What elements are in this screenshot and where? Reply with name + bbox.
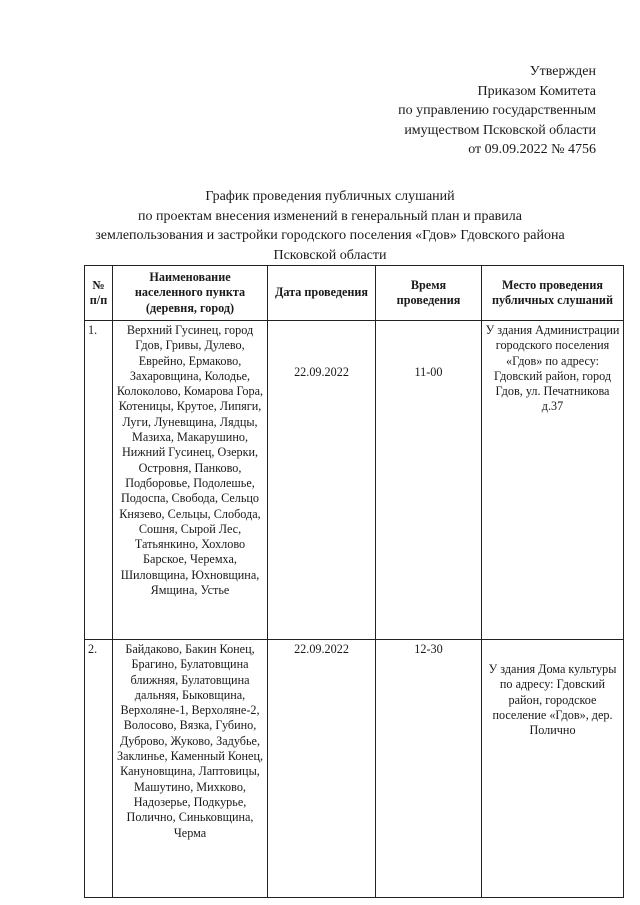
- table-header-row: [85, 266, 624, 321]
- row-number: 1.: [85, 321, 113, 640]
- approval-line: от 09.09.2022 № 4756: [468, 142, 596, 157]
- header-location: Место проведения публичных слушаний: [482, 266, 624, 321]
- row-time: 12-30: [376, 640, 482, 898]
- row-date: 22.09.2022: [268, 640, 376, 898]
- approval-stamp: [296, 62, 596, 160]
- title-line: Псковской области: [273, 247, 387, 263]
- approval-line: по управлению государственным: [398, 103, 596, 118]
- table-row: [85, 640, 624, 898]
- row-time: 11-00: [376, 321, 482, 640]
- header-number: № п/п: [85, 266, 113, 321]
- document-title: [60, 187, 600, 265]
- row-location: У здания Дома культуры по адресу: Гдовский район, городское поселение «Гдов», дер. Полично: [482, 640, 624, 898]
- hearings-schedule-table: [84, 265, 624, 898]
- row-location: У здания Администрации городского поселения «Гдов» по адресу: Гдовский район, город Гдов, ул. Печатникова д.37: [482, 321, 624, 640]
- row-date: 22.09.2022: [268, 321, 376, 640]
- approval-line: Утвержден: [529, 64, 596, 79]
- row-places: Верхний Гусинец, город Гдов, Гривы, Дулево, Еврейно, Ермаково, Захаровщина, Колодье, Колоколово, Комарова Гора, Котеницы, Крутое, Липяги, Луги, Луневщина, Лядцы, Мазиха, Макарушино, Нижний Гусинец, Озерки, Островня, Панково, Подборовье, Подолешье, Подоспа, Свобода, Сельцо Князево, Сельцы, Слобода, Сошня, Сырой Лес, Татьянкино, Хохлово Барское, Черемха, Шиловщина, Юхновщина, Ямщина, Устье: [113, 321, 268, 640]
- approval-line: имуществом Псковской области: [404, 122, 596, 138]
- header-place: Наименование населенного пункта (деревня, город): [113, 266, 268, 321]
- title-line: землепользования и застройки городского поселения «Гдов» Гдовского района: [95, 228, 565, 243]
- row-places: Байдаково, Бакин Конец, Брагино, Булатовщина ближняя, Булатовщина дальняя, Быковщина, Верхоляне-1, Верхоляне-2, Волосово, Вязка, Губино, Дуброво, Жуково, Задубье, Заклинье, Каменный Конец, Кануновщина, Лаптовицы, Машутино, Михково, Надозерье, Подкурье, Полично, Синьковщина, Черма: [113, 640, 268, 898]
- title-line: График проведения публичных слушаний: [205, 189, 455, 204]
- title-line: по проектам внесения изменений в генеральный план и правила: [138, 208, 522, 224]
- row-number: 2.: [85, 640, 113, 898]
- approval-line: Приказом Комитета: [477, 83, 596, 99]
- header-time: Время проведения: [376, 266, 482, 321]
- table-row: [85, 321, 624, 640]
- header-date: Дата проведения: [268, 266, 376, 321]
